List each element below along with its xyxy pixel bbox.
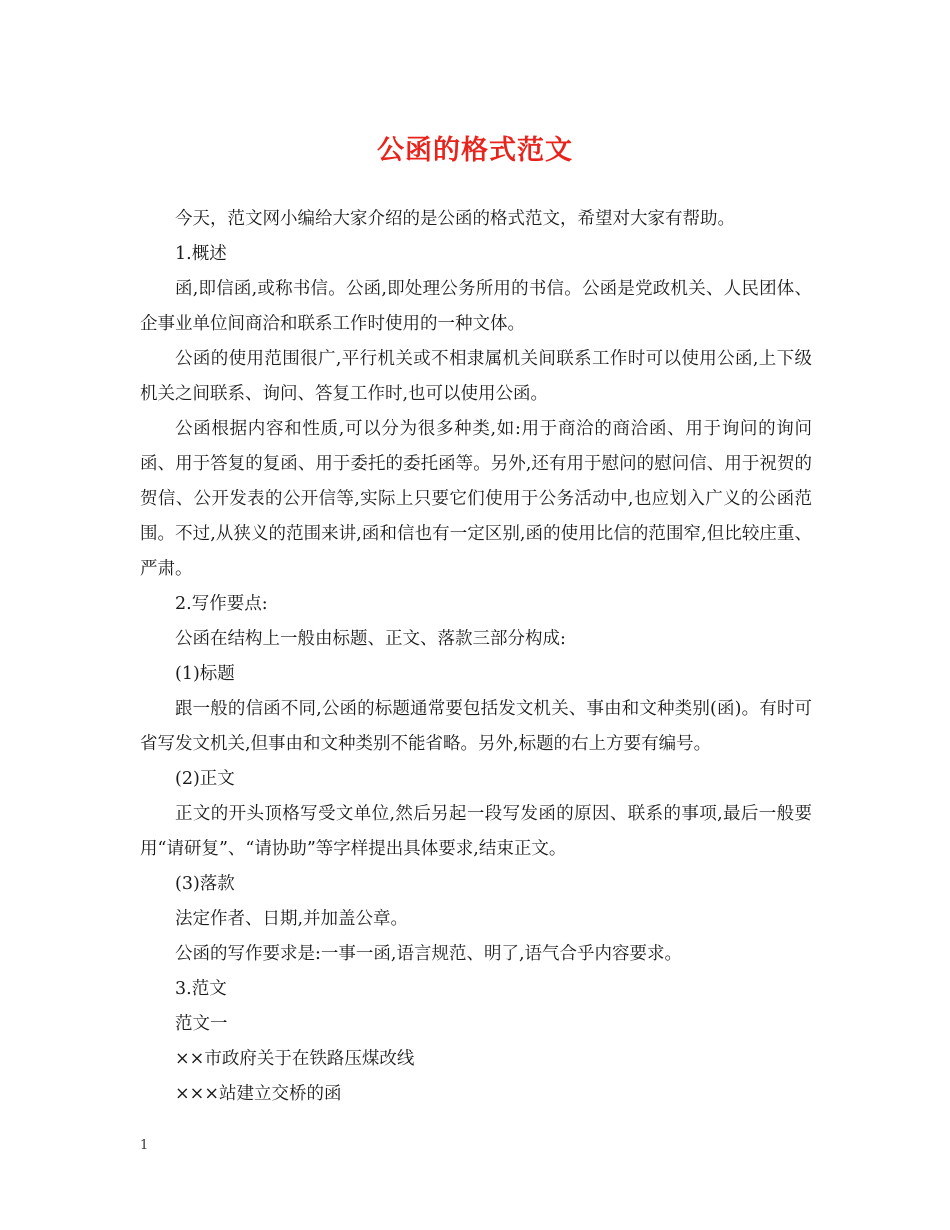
paragraph-scope: 公函的使用范围很广,平行机关或不相隶属机关间联系工作时可以使用公函,上下级机关之间联系、询问、答复工作时,也可以使用公函。	[140, 349, 812, 404]
example-title-line-1: ××市政府关于在铁路压煤改线	[175, 1049, 415, 1069]
example-one-label: 范文一	[175, 1014, 228, 1034]
heading-overview: 1.概述	[175, 244, 227, 264]
paragraph-signature-rules: 法定作者、日期,并加盖公章。	[175, 909, 409, 929]
subheading-body: (2)正文	[175, 769, 235, 789]
heading-examples: 3.范文	[175, 979, 227, 999]
document-body	[140, 202, 812, 1112]
paragraph-intro: 今天，范文网小编给大家介绍的是公函的格式范文，希望对大家有帮助。	[175, 209, 735, 229]
subheading-signature: (3)落款	[175, 874, 235, 894]
paragraph-types: 公函根据内容和性质,可以分为很多种类,如:用于商洽的商洽函、用于询问的询问函、用于答复的复函、用于委托的委托函等。另外,还有用于慰问的慰问信、用于祝贺的贺信、公开发表的公开信等,实际上只要它们使用于公务活动中,也应划入广义的公函范围。不过,从狭义的范围来讲,函和信也有一定区别,函的使用比信的范围窄,但比较庄重、严肃。	[140, 419, 812, 579]
paragraph-body-rules: 正文的开头顶格写受文单位,然后另起一段写发函的原因、联系的事项,最后一般要用“请研复”、“请协助”等字样提出具体要求,结束正文。	[140, 804, 812, 859]
subheading-title: (1)标题	[175, 664, 235, 684]
paragraph-structure: 公函在结构上一般由标题、正文、落款三部分构成:	[175, 629, 566, 649]
page-number: 1	[140, 1138, 149, 1153]
paragraph-requirements: 公函的写作要求是:一事一函,语言规范、明了,语气合乎内容要求。	[175, 944, 683, 964]
page-title: 公函的格式范文	[377, 135, 573, 166]
paragraph-title-rules: 跟一般的信函不同,公函的标题通常要包括发文机关、事由和文种类别(函)。有时可省写发文机关,但事由和文种类别不能省略。另外,标题的右上方要有编号。	[140, 699, 812, 754]
paragraph-definition: 函,即信函,或称书信。公函,即处理公务所用的书信。公函是党政机关、人民团体、企事业单位间商洽和联系工作时使用的一种文体。	[140, 279, 812, 334]
example-title-line-2: ×××站建立交桥的函	[175, 1084, 342, 1104]
heading-writing-points: 2.写作要点:	[175, 594, 268, 614]
